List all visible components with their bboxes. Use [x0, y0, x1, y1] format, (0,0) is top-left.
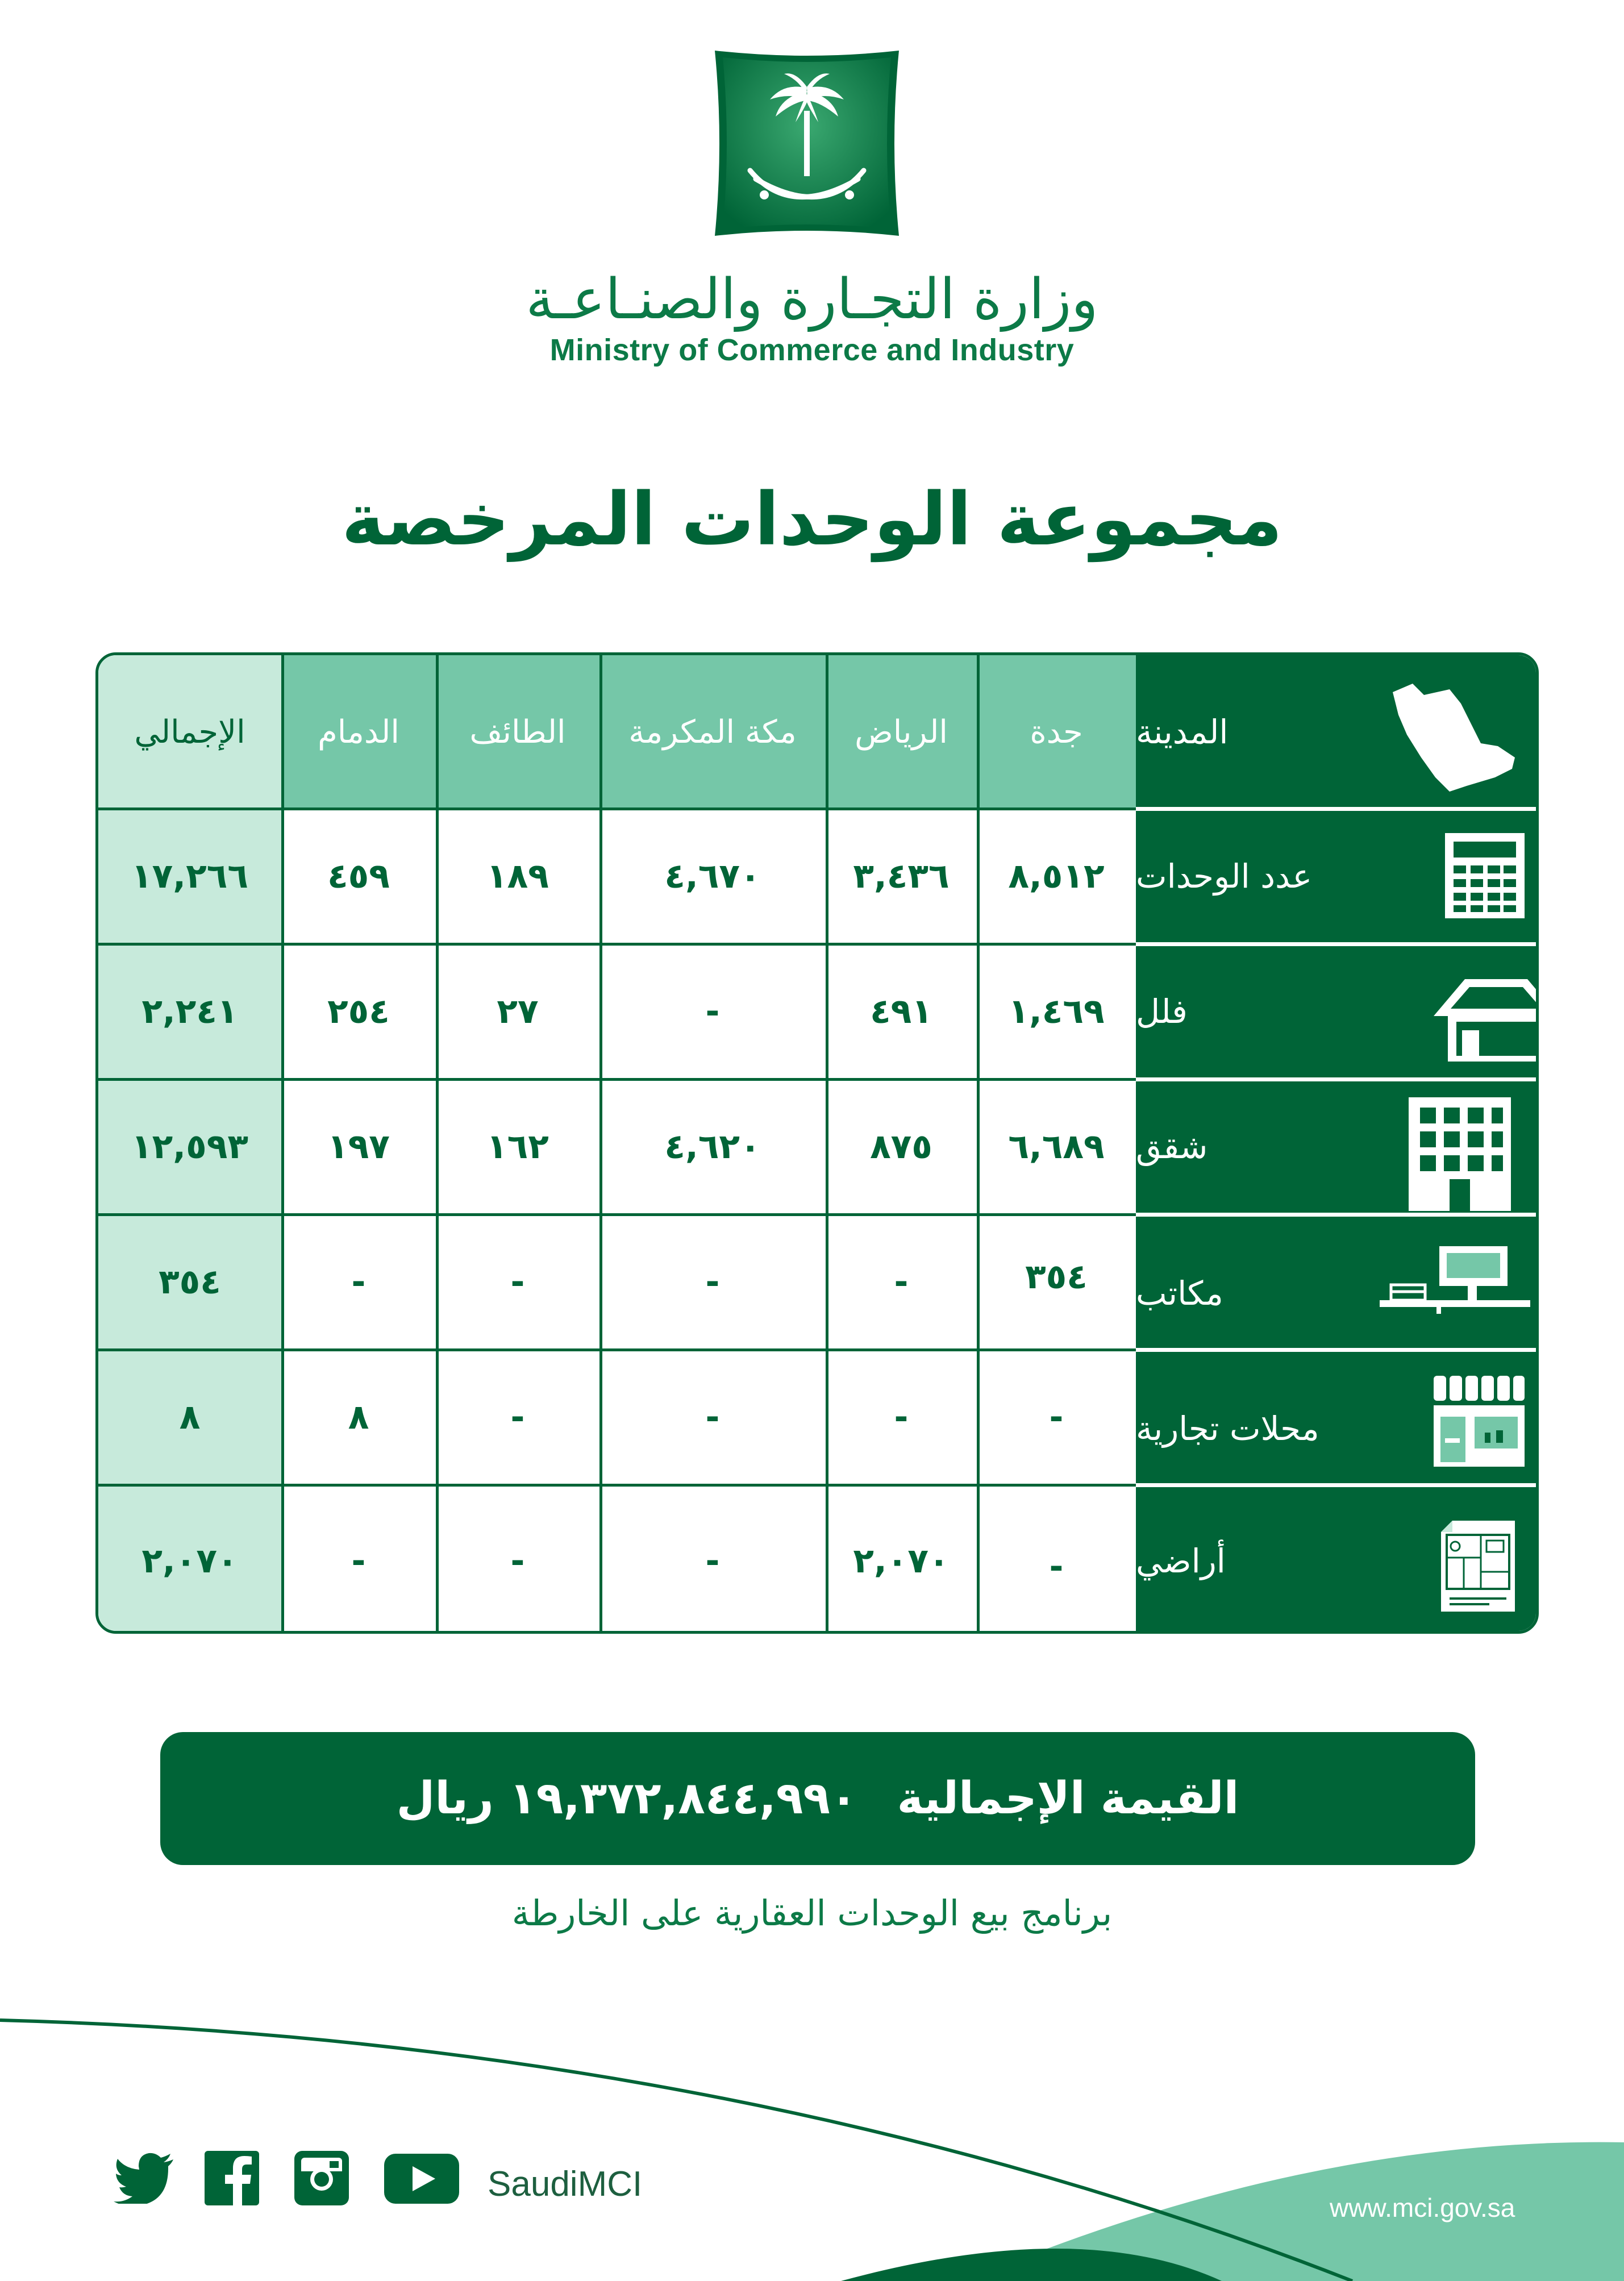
column-header-riyadh: الرياض — [855, 713, 948, 751]
twitter-icon[interactable] — [114, 2153, 176, 2204]
ministry-logo — [710, 48, 903, 239]
cell-lands-makkah: - — [705, 1541, 720, 1581]
cell-apartments-jeddah: ٦,٦٨٩ — [1008, 1127, 1105, 1167]
ministry-name-arabic: وزارة التجـارة والصنـاعـة — [526, 267, 1098, 332]
cell-lands-dammam: - — [351, 1541, 366, 1581]
cell-villas-taif: ٢٧ — [497, 992, 539, 1031]
cell-units-riyadh: ٣,٤٣٦ — [853, 856, 950, 896]
cell-units-taif: ١٨٩ — [486, 856, 549, 896]
cell-apartments-dammam: ١٩٧ — [327, 1127, 390, 1167]
facebook-icon[interactable] — [205, 2151, 259, 2205]
cell-offices-taif: - — [510, 1262, 525, 1302]
house-icon — [1431, 973, 1539, 1064]
cell-apartments-makkah: ٤,٦٢٠ — [664, 1127, 761, 1167]
cell-villas-riyadh: ٤٩١ — [870, 992, 932, 1031]
column-header-total: الإجمالي — [134, 713, 245, 751]
social-handle[interactable]: SaudiMCI — [488, 2165, 643, 2204]
cell-apartments-total: ١٢,٥٩٣ — [131, 1127, 248, 1167]
saudi-map-icon — [1381, 672, 1523, 794]
land-plan-icon — [1438, 1518, 1518, 1614]
row-label-villas: فلل — [1136, 992, 1188, 1031]
cell-units-total: ١٧,٢٦٦ — [131, 856, 248, 896]
row-label-units: عدد الوحدات — [1136, 857, 1313, 896]
row-label-shops: محلات تجارية — [1136, 1409, 1319, 1448]
cell-shops-riyadh: - — [894, 1397, 909, 1437]
column-header-jeddah: جدة — [1030, 713, 1083, 751]
cell-offices-dammam: - — [351, 1262, 366, 1302]
cell-offices-makkah: - — [705, 1262, 720, 1302]
cell-lands-jeddah: - — [1049, 1546, 1064, 1587]
cell-shops-total: ٨ — [179, 1397, 201, 1437]
cell-shops-makkah: - — [705, 1397, 720, 1437]
row-label-offices: مكاتب — [1136, 1274, 1223, 1313]
program-name: برنامج بيع الوحدات العقارية على الخارطة — [511, 1892, 1113, 1934]
cell-villas-jeddah: ١,٤٦٩ — [1008, 992, 1105, 1031]
calculator-icon — [1442, 830, 1527, 921]
cell-units-makkah: ٤,٦٧٠ — [664, 856, 761, 896]
cell-villas-makkah: - — [705, 992, 720, 1031]
cell-apartments-riyadh: ٨٧٥ — [870, 1127, 932, 1167]
city-header-label: المدينة — [1136, 713, 1229, 751]
page-title: مجموعة الوحدات المرخصة — [342, 477, 1282, 562]
cell-shops-jeddah: - — [1049, 1397, 1064, 1437]
footer-wave — [0, 1989, 1624, 2281]
office-desk-icon — [1380, 1246, 1530, 1314]
storefront-icon — [1434, 1376, 1525, 1467]
cell-offices-jeddah: ٣٥٤ — [1025, 1257, 1088, 1297]
column-header-makkah: مكة المكرمة — [628, 713, 797, 751]
cell-villas-total: ٢,٢٤١ — [141, 992, 238, 1031]
column-header-taif: الطائف — [469, 713, 566, 751]
cell-lands-riyadh: ٢,٠٧٠ — [853, 1541, 950, 1581]
row-label-lands: أراضي — [1136, 1541, 1226, 1580]
total-value-label: القيمة الإجمالية — [897, 1773, 1239, 1824]
total-value-amount: ١٩,٣٧٢,٨٤٤,٩٩٠ ريال — [396, 1773, 857, 1824]
cell-shops-dammam: ٨ — [348, 1397, 369, 1437]
cell-offices-total: ٣٥٤ — [159, 1262, 221, 1302]
units-table — [95, 652, 1539, 1634]
instagram-icon[interactable] — [294, 2151, 349, 2205]
website-link[interactable]: www.mci.gov.sa — [1330, 2193, 1515, 2222]
cell-lands-taif: - — [510, 1541, 525, 1581]
youtube-icon[interactable] — [384, 2154, 459, 2204]
row-label-apartments: شقق — [1136, 1127, 1208, 1166]
cell-units-dammam: ٤٥٩ — [327, 856, 390, 896]
cell-units-jeddah: ٨,٥١٢ — [1008, 856, 1105, 896]
cell-shops-taif: - — [510, 1397, 525, 1437]
column-header-dammam: الدمام — [318, 713, 399, 751]
cell-villas-dammam: ٢٥٤ — [327, 992, 390, 1031]
apartment-building-icon — [1409, 1097, 1511, 1211]
cell-offices-riyadh: - — [894, 1262, 909, 1302]
cell-lands-total: ٢,٠٧٠ — [141, 1541, 238, 1581]
ministry-name-english: Ministry of Commerce and Industry — [549, 333, 1075, 367]
cell-apartments-taif: ١٦٢ — [486, 1127, 549, 1167]
total-value-banner — [160, 1732, 1475, 1865]
